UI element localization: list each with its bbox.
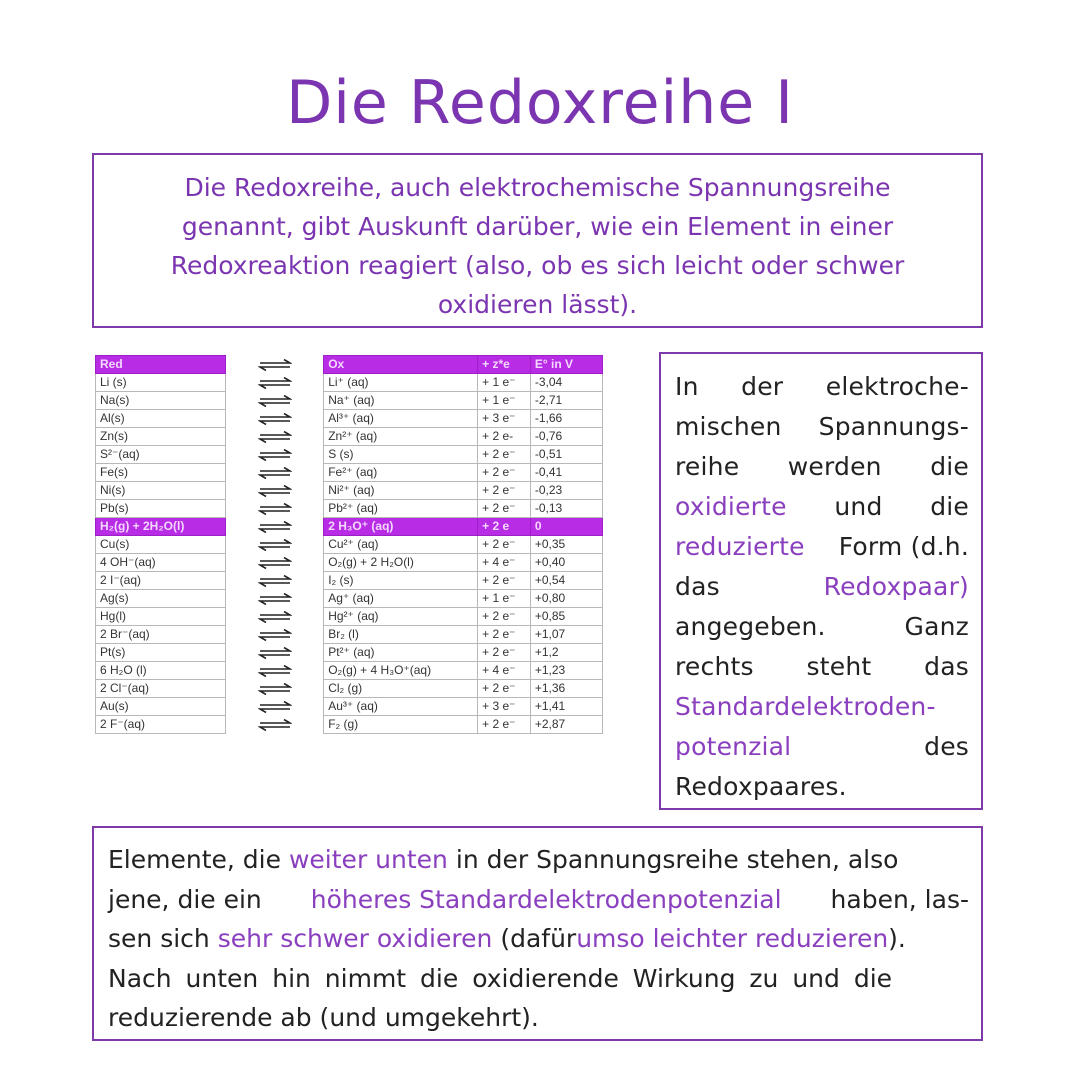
red-species: Zn(s) — [96, 428, 226, 446]
standard-potential: -0,41 — [530, 464, 602, 482]
header-ox: Ox — [324, 356, 478, 374]
highlight-redoxpaar: Redoxpaar) — [823, 572, 969, 601]
table-row — [96, 644, 603, 662]
electron-count: + 2 e⁻ — [478, 536, 531, 554]
electron-count: + 3 e⁻ — [478, 410, 531, 428]
side-word: und — [834, 492, 883, 521]
equilibrium-arrow-icon — [226, 374, 324, 392]
red-species: H₂(g) + 2H₂O(l) — [96, 518, 226, 536]
side-word: Spannungs- — [818, 412, 969, 441]
equilibrium-arrow-icon — [226, 608, 324, 626]
side-word: die — [930, 452, 969, 481]
header-potential: E° in V — [530, 356, 602, 374]
table-row — [96, 608, 603, 626]
side-word: mischen — [675, 412, 782, 441]
standard-potential: +1,36 — [530, 680, 602, 698]
table-row — [96, 698, 603, 716]
table-row — [96, 554, 603, 572]
ox-species: Cu²⁺ (aq) — [324, 536, 478, 554]
red-species: Pb(s) — [96, 500, 226, 518]
side-word: Form (d.h. — [838, 532, 969, 561]
ox-species: Li⁺ (aq) — [324, 374, 478, 392]
ox-species: I₂ (s) — [324, 572, 478, 590]
equilibrium-arrow-icon — [226, 626, 324, 644]
red-species: Al(s) — [96, 410, 226, 428]
highlight-weiter-unten: weiter unten — [288, 845, 448, 874]
highlight-schwer-oxidieren: sehr schwer oxidieren — [217, 924, 493, 953]
table-row — [96, 662, 603, 680]
electron-count: + 2 e — [478, 518, 531, 536]
red-species: 4 OH⁻(aq) — [96, 554, 226, 572]
red-species: Ni(s) — [96, 482, 226, 500]
electron-count: + 4 e⁻ — [478, 554, 531, 572]
table-row — [96, 500, 603, 518]
standard-potential: -1,66 — [530, 410, 602, 428]
standard-potential: +0,35 — [530, 536, 602, 554]
side-word: reihe — [675, 452, 740, 481]
ox-species: Na⁺ (aq) — [324, 392, 478, 410]
ox-species: Zn²⁺ (aq) — [324, 428, 478, 446]
highlight-hoeheres-potenzial: höheres Standardelektrodenpotenzial — [310, 884, 782, 914]
red-species: Ag(s) — [96, 590, 226, 608]
red-species: 2 I⁻(aq) — [96, 572, 226, 590]
red-species: Na(s) — [96, 392, 226, 410]
summary-text: ). — [888, 924, 906, 953]
intro-line: Die Redoxreihe, auch elektrochemische Spannungsreihe — [184, 173, 891, 202]
ox-species: Pt²⁺ (aq) — [324, 644, 478, 662]
equilibrium-arrow-icon — [226, 446, 324, 464]
highlight-leichter-reduzieren: umso leichter reduzieren — [576, 924, 889, 953]
equilibrium-arrow-icon — [226, 428, 324, 446]
equilibrium-arrow-icon — [226, 392, 324, 410]
side-word: der — [741, 372, 784, 401]
standard-potential: +1,41 — [530, 698, 602, 716]
side-word: das — [924, 652, 969, 681]
side-word: rechts — [675, 652, 754, 681]
side-word: steht — [806, 652, 872, 681]
table-row — [96, 536, 603, 554]
electron-count: + 2 e⁻ — [478, 464, 531, 482]
standard-potential: -0,51 — [530, 446, 602, 464]
electron-count: + 1 e⁻ — [478, 590, 531, 608]
side-word: die — [930, 492, 969, 521]
table-row — [96, 446, 603, 464]
redox-table — [95, 355, 603, 734]
equilibrium-arrow-icon — [226, 356, 324, 374]
intro-box — [92, 153, 983, 328]
red-species: 2 Cl⁻(aq) — [96, 680, 226, 698]
electron-count: + 2 e⁻ — [478, 716, 531, 734]
red-species: Pt(s) — [96, 644, 226, 662]
red-species: Hg(l) — [96, 608, 226, 626]
standard-potential: -2,71 — [530, 392, 602, 410]
ox-species: O₂(g) + 4 H₃O⁺(aq) — [324, 662, 478, 680]
electron-count: + 2 e⁻ — [478, 680, 531, 698]
equilibrium-arrow-icon — [226, 572, 324, 590]
highlight-oxidierte: oxidierte — [675, 492, 787, 521]
standard-potential: -0,76 — [530, 428, 602, 446]
ox-species: Au³⁺ (aq) — [324, 698, 478, 716]
table-row — [96, 572, 603, 590]
ox-species: 2 H₃O⁺ (aq) — [324, 518, 478, 536]
page-title: Die Redoxreihe I — [286, 68, 794, 138]
summary-text: in der Spannungsreihe stehen, also — [455, 845, 899, 874]
equilibrium-arrow-icon — [226, 644, 324, 662]
equilibrium-arrow-icon — [226, 536, 324, 554]
side-word: des — [924, 732, 969, 761]
ox-species: O₂(g) + 2 H₂O(l) — [324, 554, 478, 572]
highlight-standardelektroden: Standardelektroden- — [675, 692, 936, 721]
standard-potential: +2,87 — [530, 716, 602, 734]
electron-count: + 2 e⁻ — [478, 482, 531, 500]
standard-potential: -0,23 — [530, 482, 602, 500]
standard-potential: +1,23 — [530, 662, 602, 680]
table-row — [96, 590, 603, 608]
red-species: Fe(s) — [96, 464, 226, 482]
equilibrium-arrow-icon — [226, 482, 324, 500]
electron-count: + 2 e⁻ — [478, 644, 531, 662]
table-row — [96, 392, 603, 410]
red-species: Cu(s) — [96, 536, 226, 554]
electron-count: + 1 e⁻ — [478, 392, 531, 410]
standard-potential: +1,07 — [530, 626, 602, 644]
ox-species: Hg²⁺ (aq) — [324, 608, 478, 626]
standard-potential: 0 — [530, 518, 602, 536]
standard-potential: +0,80 — [530, 590, 602, 608]
side-word: Redoxpaares. — [675, 772, 847, 801]
electron-count: + 2 e⁻ — [478, 626, 531, 644]
summary-text: jene, die ein — [108, 884, 262, 914]
electron-count: + 3 e⁻ — [478, 698, 531, 716]
intro-line: oxidieren lässt). — [437, 290, 638, 319]
table-row — [96, 680, 603, 698]
header-electrons: + z*e — [478, 356, 531, 374]
ox-species: S (s) — [324, 446, 478, 464]
equilibrium-arrow-icon — [226, 554, 324, 572]
highlight-reduzierte: reduzierte — [675, 532, 805, 561]
standard-potential: +0,40 — [530, 554, 602, 572]
equilibrium-arrow-icon — [226, 698, 324, 716]
side-word: werden — [787, 452, 882, 481]
summary-text: haben, las- — [830, 884, 969, 914]
electron-count: + 4 e⁻ — [478, 662, 531, 680]
standard-potential: +1,2 — [530, 644, 602, 662]
red-species: 2 Br⁻(aq) — [96, 626, 226, 644]
equilibrium-arrow-icon — [226, 518, 324, 536]
table-row — [96, 626, 603, 644]
red-species: 2 F⁻(aq) — [96, 716, 226, 734]
electron-count: + 1 e⁻ — [478, 374, 531, 392]
highlight-potenzial: potenzial — [675, 732, 792, 761]
red-species: S²⁻(aq) — [96, 446, 226, 464]
ox-species: Br₂ (l) — [324, 626, 478, 644]
ox-species: Al³⁺ (aq) — [324, 410, 478, 428]
electron-count: + 2 e⁻ — [478, 572, 531, 590]
intro-line: Redoxreaktion reagiert (also, ob es sich leicht oder schwer — [170, 251, 905, 280]
ox-species: Pb²⁺ (aq) — [324, 500, 478, 518]
equilibrium-arrow-icon — [226, 590, 324, 608]
equilibrium-arrow-icon — [226, 662, 324, 680]
summary-text: (dafür — [500, 924, 577, 953]
table-row — [96, 716, 603, 734]
ox-species: Ni²⁺ (aq) — [324, 482, 478, 500]
table-row — [96, 464, 603, 482]
table-row — [96, 428, 603, 446]
summary-text: Elemente, die — [108, 845, 281, 874]
side-word: Ganz — [904, 612, 969, 641]
equilibrium-arrow-icon — [226, 500, 324, 518]
equilibrium-arrow-icon — [226, 464, 324, 482]
ox-species: Fe²⁺ (aq) — [324, 464, 478, 482]
summary-text: sen sich — [108, 924, 210, 953]
table-row — [96, 482, 603, 500]
side-word: das — [675, 572, 720, 601]
electron-count: + 2 e⁻ — [478, 608, 531, 626]
standard-potential: -0,13 — [530, 500, 602, 518]
standard-potential: +0,54 — [530, 572, 602, 590]
ox-species: Ag⁺ (aq) — [324, 590, 478, 608]
electron-count: + 2 e⁻ — [478, 500, 531, 518]
red-species: 6 H₂O (l) — [96, 662, 226, 680]
header-red: Red — [96, 356, 226, 374]
red-species: Li (s) — [96, 374, 226, 392]
ox-species: Cl₂ (g) — [324, 680, 478, 698]
table-row — [96, 374, 603, 392]
electron-count: + 2 e⁻ — [478, 446, 531, 464]
ox-species: F₂ (g) — [324, 716, 478, 734]
summary-text: reduzierende ab (und umgekehrt). — [108, 1003, 539, 1032]
equilibrium-arrow-icon — [226, 680, 324, 698]
table-row — [96, 518, 603, 536]
equilibrium-arrow-icon — [226, 410, 324, 428]
intro-line: genannt, gibt Auskunft darüber, wie ein Element in einer — [181, 212, 894, 241]
side-word: angegeben. — [675, 612, 826, 641]
electron-count: + 2 e- — [478, 428, 531, 446]
red-species: Au(s) — [96, 698, 226, 716]
side-word: elektroche- — [825, 372, 969, 401]
standard-potential: +0,85 — [530, 608, 602, 626]
table-header-row — [96, 356, 603, 374]
summary-text: Nach unten hin nimmt die oxidierende Wirkung zu und die — [108, 963, 893, 993]
standard-potential: -3,04 — [530, 374, 602, 392]
equilibrium-arrow-icon — [226, 716, 324, 734]
side-word: In — [675, 372, 699, 401]
side-explanation-box — [659, 352, 983, 810]
summary-box — [92, 826, 983, 1041]
table-row — [96, 410, 603, 428]
